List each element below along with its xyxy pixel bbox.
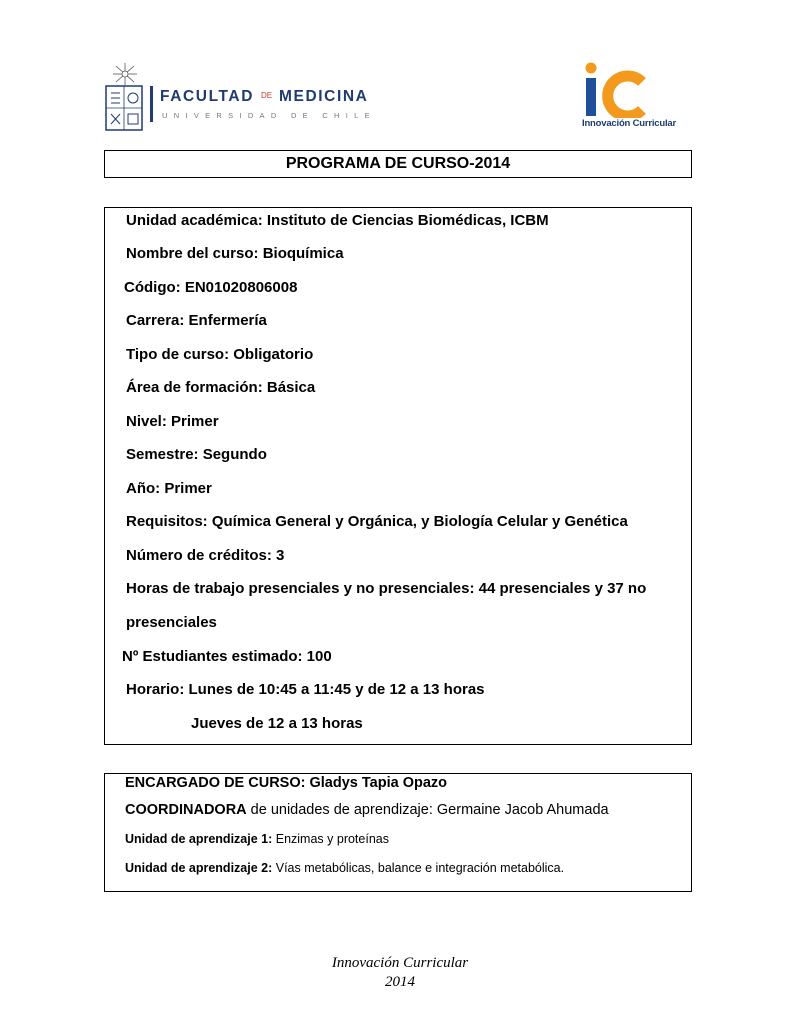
tipo-curso: Tipo de curso: Obligatorio (126, 346, 314, 363)
ic-logo-icon (580, 60, 660, 118)
anio: Año: Primer (126, 480, 212, 497)
footer-line-1: Innovación Curricular (331, 955, 469, 971)
star-emblem-icon (110, 62, 140, 86)
faculty-title: FACULTAD DE MEDICINA (160, 88, 369, 105)
horas-trabajo: Horas de trabajo presenciales y no presenciales: 44 presenciales y 37 no (126, 580, 647, 597)
shield-crest-icon (104, 84, 144, 132)
unidad-academica: Unidad académica: Instituto de Ciencias Biomédicas, ICBM (126, 212, 549, 229)
staff-box (104, 773, 692, 892)
unidad-aprendizaje-1: Unidad de aprendizaje 1: Enzimas y proteínas (125, 832, 389, 846)
encargado-curso: ENCARGADO DE CURSO: Gladys Tapia Opazo (125, 775, 447, 791)
innovacion-curricular-logo (572, 60, 676, 136)
horas-trabajo-cont: presenciales (126, 614, 217, 631)
logo-divider (150, 86, 153, 122)
page-title: PROGRAMA DE CURSO-2014 (285, 155, 511, 172)
horario-jueves: Jueves de 12 a 13 horas (191, 715, 363, 732)
coordinadora: COORDINADORA de unidades de aprendizaje: Germaine Jacob Ahumada (125, 802, 609, 818)
course-info-box (104, 207, 692, 745)
estudiantes-estimado: Nº Estudiantes estimado: 100 (122, 648, 332, 665)
numero-creditos: Número de créditos: 3 (126, 547, 285, 564)
semestre: Semestre: Segundo (126, 446, 267, 463)
program-title-box (104, 150, 692, 178)
nivel: Nivel: Primer (126, 413, 219, 430)
faculty-subtitle: UNIVERSIDAD DE CHILE (162, 111, 376, 120)
nombre-curso: Nombre del curso: Bioquímica (126, 245, 344, 262)
unidad-aprendizaje-2: Unidad de aprendizaje 2: Vías metabólicas, balance e integración metabólica. (125, 861, 565, 875)
requisitos: Requisitos: Química General y Orgánica, y Biología Celular y Genética (126, 513, 628, 530)
footer-year: 2014 (385, 974, 415, 990)
horario: Horario: Lunes de 10:45 a 11:45 y de 12 a 13 horas (126, 681, 485, 698)
carrera: Carrera: Enfermería (126, 312, 267, 329)
area-formacion: Área de formación: Básica (126, 379, 316, 396)
ic-caption: Innovación Curricular (582, 118, 676, 129)
faculty-logo (104, 62, 376, 134)
codigo: Código: EN01020806008 (124, 279, 298, 296)
